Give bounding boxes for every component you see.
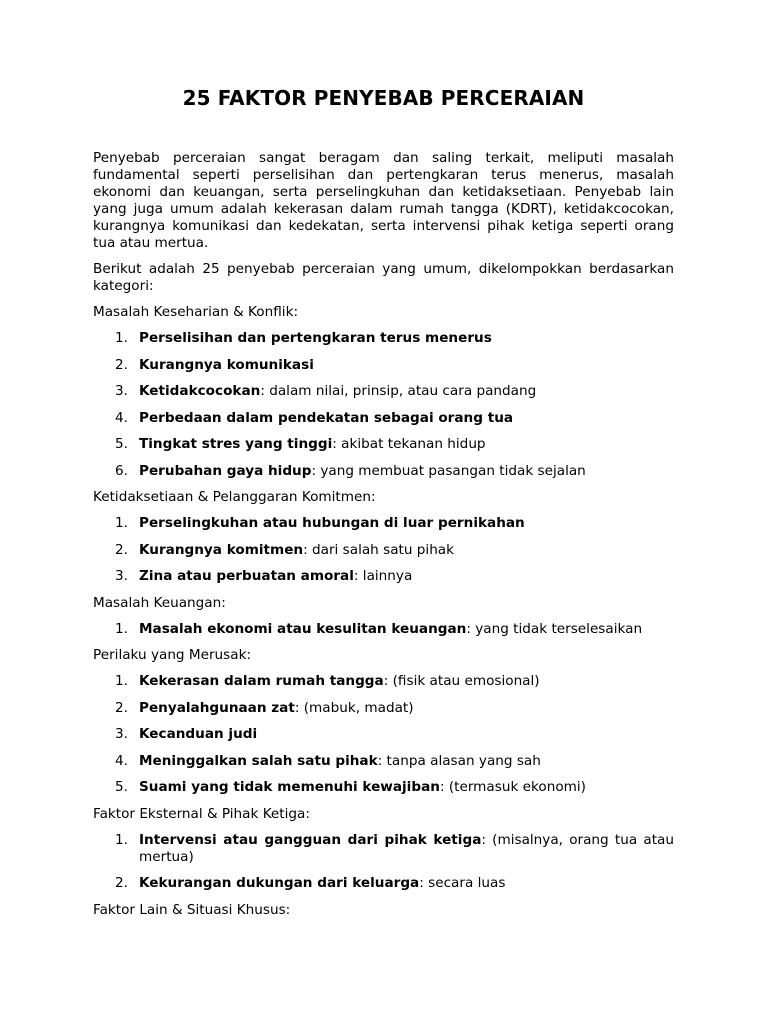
list-item <box>93 700 674 717</box>
item-term: Kurangnya komitmen <box>139 541 304 558</box>
lead-paragraph: Berikut adalah 25 penyebab perceraian yang umum, dikelompokkan berdasarkan kategori: <box>93 261 674 294</box>
section-heading: Masalah Keuangan: <box>93 594 226 611</box>
item-term: Kekurangan dukungan dari keluarga <box>139 875 420 891</box>
item-detail: : (termasuk ekonomi) <box>439 779 586 795</box>
item-number: 1. <box>115 515 128 531</box>
item-detail: : (fisik atau emosional) <box>383 673 540 689</box>
numbered-list <box>93 621 674 638</box>
item-number: 2. <box>115 541 128 558</box>
item-number: 1. <box>115 673 128 689</box>
item-term: Masalah ekonomi atau kesulitan keuangan <box>139 620 467 637</box>
item-detail: : secara luas <box>419 875 506 891</box>
item-number: 2. <box>115 875 128 891</box>
item-detail: : yang tidak terselesaikan <box>466 620 643 637</box>
list-item <box>93 515 674 532</box>
list-item <box>93 357 674 374</box>
numbered-list <box>93 832 674 893</box>
list-item <box>93 673 674 690</box>
item-term: Kekerasan dalam rumah tangga <box>139 673 384 689</box>
section-heading: Masalah Keseharian & Konflik: <box>93 304 299 320</box>
item-term: Perubahan gaya hidup <box>139 462 312 479</box>
item-detail: : (mabuk, madat) <box>294 699 414 716</box>
item-number: 3. <box>115 383 128 399</box>
list-item <box>93 436 674 453</box>
item-term: Intervensi atau gangguan dari pihak ketiga <box>139 831 482 848</box>
item-detail: : dalam nilai, prinsip, atau cara pandang <box>260 383 537 399</box>
list-item <box>93 779 674 796</box>
section-heading: Ketidaksetiaan & Pelanggaran Komitmen: <box>93 489 376 505</box>
list-item <box>93 621 674 638</box>
item-number: 4. <box>115 752 128 769</box>
item-term: Meninggalkan salah satu pihak <box>139 752 378 769</box>
item-number: 4. <box>115 409 128 426</box>
item-number: 2. <box>115 356 128 373</box>
section-finance <box>93 595 674 638</box>
item-number: 5. <box>115 779 128 795</box>
item-term: Ketidakcocokan <box>139 383 261 399</box>
item-detail: : tanpa alasan yang sah <box>377 752 541 769</box>
list-item <box>93 875 674 892</box>
item-number: 1. <box>115 330 128 346</box>
numbered-list <box>93 330 674 480</box>
section-heading: Faktor Lain & Situasi Khusus: <box>93 901 291 918</box>
item-detail: : dari salah satu pihak <box>303 541 455 558</box>
section-daily-conflict <box>93 304 674 480</box>
item-number: 1. <box>115 620 128 637</box>
item-detail: : akibat tekanan hidup <box>332 436 486 452</box>
item-number: 6. <box>115 462 128 479</box>
item-term: Perselisihan dan pertengkaran terus menerus <box>139 330 492 346</box>
list-item <box>93 568 674 585</box>
list-item <box>93 463 674 480</box>
item-detail: : lainnya <box>353 568 413 584</box>
section-destructive-behavior <box>93 647 674 796</box>
item-number: 5. <box>115 436 128 452</box>
list-item <box>93 753 674 770</box>
item-term: Tingkat stres yang tinggi <box>139 436 333 452</box>
item-term: Zina atau perbuatan amoral <box>139 568 354 584</box>
numbered-list <box>93 673 674 796</box>
section-heading: Faktor Eksternal & Pihak Ketiga: <box>93 805 310 822</box>
item-detail: : yang membuat pasangan tidak sejalan <box>311 462 586 479</box>
numbered-list <box>93 515 674 585</box>
item-number: 1. <box>115 831 128 848</box>
intro-paragraph: Penyebab perceraian sangat beragam dan saling terkait, meliputi masalah fundamental seperti perselisihan dan pertengkaran terus menerus, masalah ekonomi dan keuangan, serta perselingkuhan dan ketidaksetiaan. Penyebab lain yang juga umum adalah kekerasan dalam rumah tangga (KDRT), ketidakcocokan, kurangnya komunikasi dan kedekatan, serta intervensi pihak ketiga seperti orang tua atau mertua. <box>93 150 674 251</box>
item-term: Kurangnya komunikasi <box>139 356 314 373</box>
section-other-factors <box>93 902 674 919</box>
section-external-factors <box>93 806 674 893</box>
item-number: 3. <box>115 726 128 742</box>
list-item <box>93 726 674 743</box>
list-item <box>93 330 674 347</box>
item-number: 2. <box>115 699 128 716</box>
list-item <box>93 410 674 427</box>
item-term: Perselingkuhan atau hubungan di luar pernikahan <box>139 515 525 531</box>
item-term: Kecanduan judi <box>139 726 258 742</box>
list-item <box>93 383 674 400</box>
item-term: Suami yang tidak memenuhi kewajiban <box>139 779 440 795</box>
item-number: 3. <box>115 568 128 584</box>
section-heading: Perilaku yang Merusak: <box>93 647 252 663</box>
item-term: Perbedaan dalam pendekatan sebagai orang tua <box>139 409 514 426</box>
list-item <box>93 832 674 866</box>
item-term: Penyalahgunaan zat <box>139 699 295 716</box>
section-infidelity <box>93 489 674 585</box>
document-title: 25 FAKTOR PENYEBAB PERCERAIAN <box>182 86 585 110</box>
list-item <box>93 542 674 559</box>
item-detail: : (misalnya, orang tua atau mertua) <box>139 831 674 865</box>
